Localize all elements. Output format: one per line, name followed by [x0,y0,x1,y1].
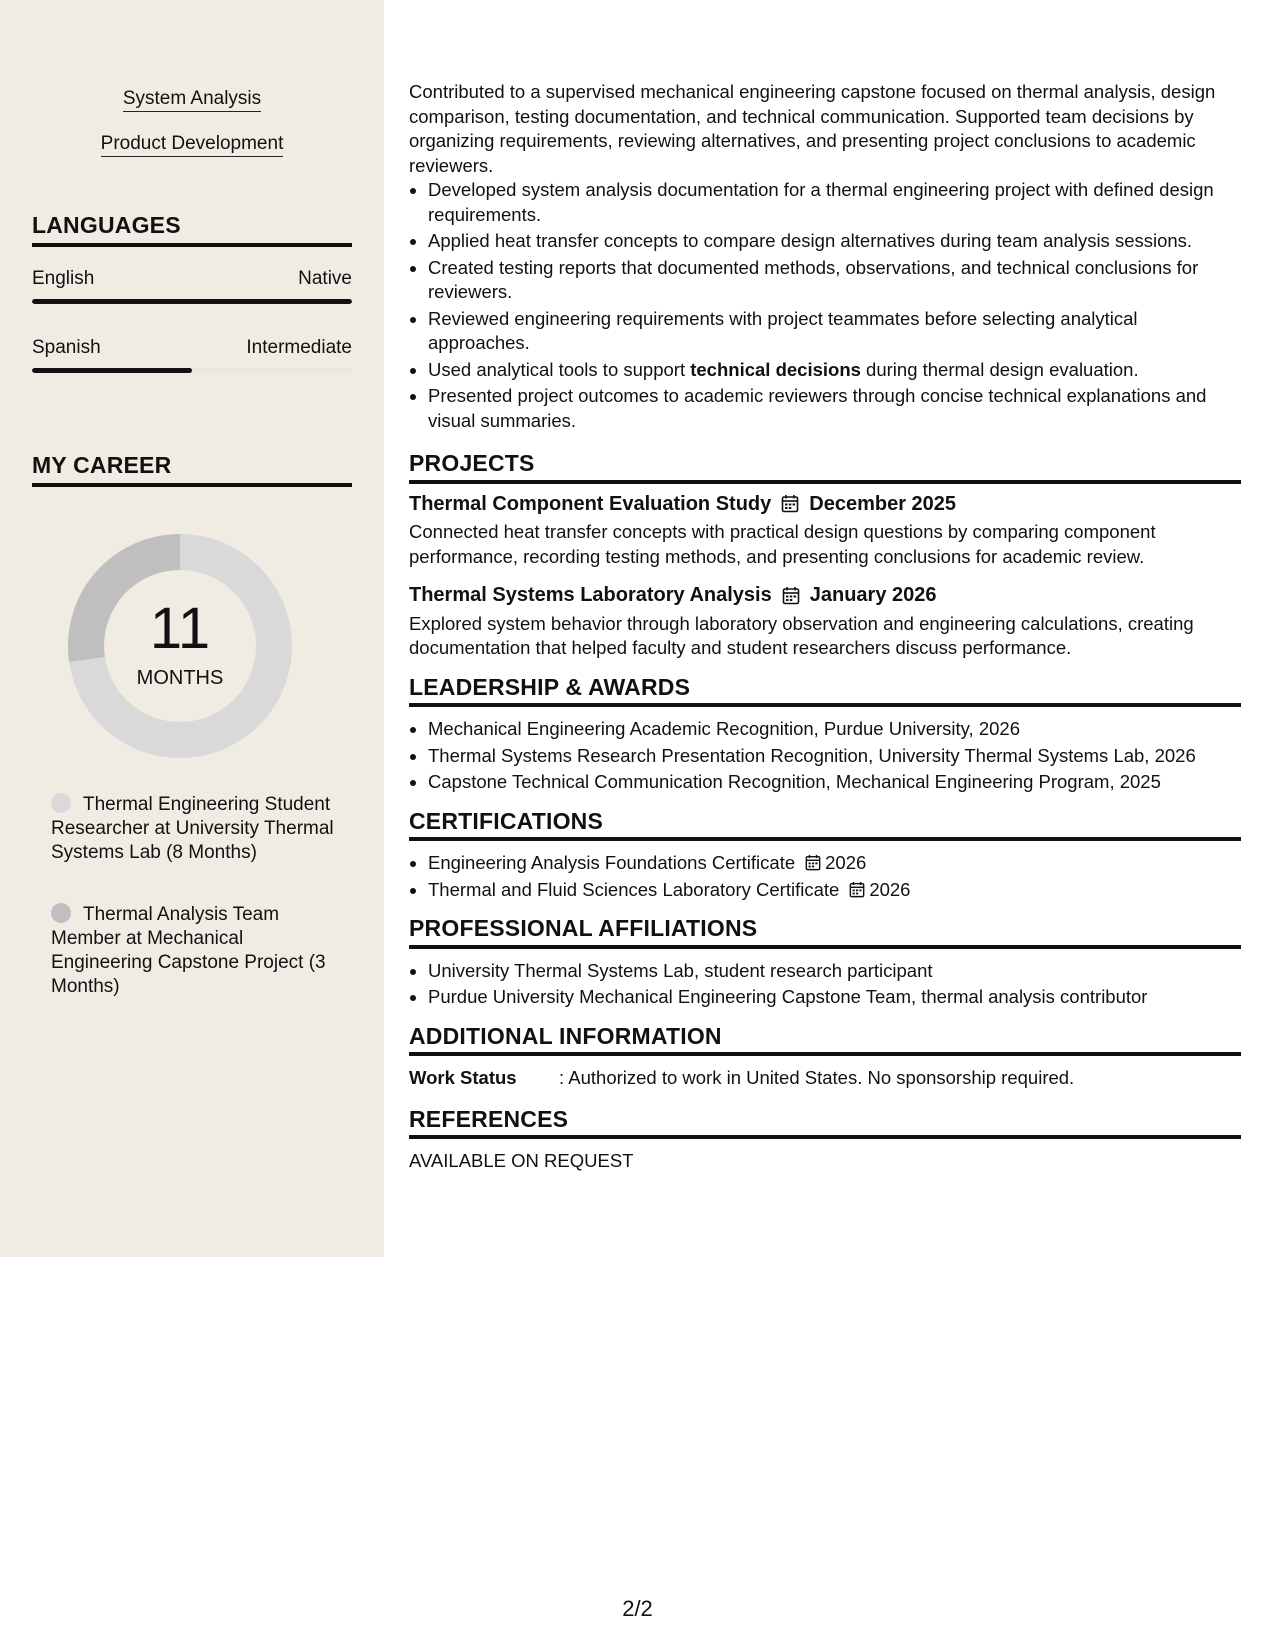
language-bar-fill [32,368,192,373]
affiliations-list [409,959,1241,1010]
award-item: • Thermal Systems Research Presentation Recognition, University Thermal Systems Lab, 2026 [428,744,1241,769]
certification-name: Thermal and Fluid Sciences Laboratory Certificate [428,878,840,900]
skill-label: System Analysis [123,88,261,112]
bullet-text: during thermal design evaluation. [860,358,1139,380]
language-level: Intermediate [246,337,352,358]
awards-list [409,717,1241,795]
certification-name: Engineering Analysis Foundations Certificate [428,852,796,873]
career-legend-text: Thermal Analysis Team Member at Mechanical Engineering Capstone Project (3 Months) [51,904,326,997]
calendar-icon [805,854,821,871]
work-status-value: : Authorized to work in United States. No sponsorship required. [559,1067,1075,1088]
bullet-bold-text: technical decisions [690,358,861,380]
experience-bullet: • Reviewed engineering requirements with project teammates before selecting analytical approaches. [428,307,1241,356]
language-name: Spanish [32,337,101,358]
experience-bullet: • Developed system analysis documentation for a thermal engineering project with defined design requirements. [428,178,1241,227]
skill-item [0,88,384,110]
project-title-row [409,583,1241,608]
languages-heading: LANGUAGES [32,212,352,247]
references-text: AVAILABLE ON REQUEST [409,1150,634,1171]
project-title: Thermal Component Evaluation Study [409,492,772,515]
affiliation-item: • University Thermal Systems Lab, student research participant [428,959,1241,984]
language-row [32,337,352,359]
certification-year: 2026 [869,878,911,900]
career-total-unit: MONTHS [136,667,224,689]
experience-bullet: • Applied heat transfer concepts to compare design alternatives during team analysis sessions. [428,229,1241,254]
project-item [409,583,1241,661]
career-heading: MY CAREER [32,452,352,487]
additional-info-heading: ADDITIONAL INFORMATION [409,1024,1241,1057]
work-status-label: Work Status [409,1067,517,1088]
affiliation-item: • Purdue University Mechanical Engineering Capstone Team, thermal analysis contributor [428,985,1241,1010]
career-legend-text: Thermal Engineering Student Researcher at University Thermal Systems Lab (8 Months) [51,794,334,863]
career-legend-item [51,903,341,999]
project-date: January 2026 [809,584,937,606]
certifications-heading: CERTIFICATIONS [409,809,1241,842]
certification-item [428,878,1241,903]
career-total-value: 11 [149,596,211,661]
experience-bullet [428,358,1241,383]
page-number: 2/2 [622,1596,653,1621]
language-bar [32,368,352,373]
main-content [409,80,1241,1174]
awards-heading: LEADERSHIP & AWARDS [409,675,1241,708]
skill-label: Product Development [101,133,284,157]
calendar-icon [849,881,865,898]
project-description: Explored system behavior through laboratory observation and engineering calculations, creating documentation that helped faculty and student researchers discuss performance. [409,612,1194,658]
language-row [32,268,352,290]
experience-bullets [409,178,1241,433]
certifications-list [409,851,1241,902]
project-title: Thermal Systems Laboratory Analysis [409,584,772,606]
calendar-icon [782,586,800,605]
language-bar-fill [32,299,352,304]
project-description: Connected heat transfer concepts with practical design questions by comparing component performance, recording testing methods, and presenting conclusions for academic review. [409,521,1156,567]
work-status-row [409,1066,1241,1091]
experience-bullet: • Presented project outcomes to academic reviewers through concise technical explanations and visual summaries. [428,384,1241,433]
calendar-icon [781,494,799,513]
certification-item [428,851,1241,876]
project-title-row [409,492,1241,517]
skill-item [0,133,384,155]
project-date: December 2025 [809,492,957,515]
sidebar [0,0,384,1257]
projects-heading: PROJECTS [409,451,1241,484]
experience-bullet: • Created testing reports that documented methods, observations, and technical conclusions for reviewers. [428,256,1241,305]
language-name: English [32,268,95,289]
project-item [409,492,1241,570]
affiliations-heading: PROFESSIONAL AFFILIATIONS [409,916,1241,949]
experience-summary: Contributed to a supervised mechanical engineering capstone focused on thermal analysis, design comparison, testing documentation, and technical communication. Supported team decisions by organizing requirements, reviewing alternatives, and presenting project conclusions to academic reviewers. [409,81,1216,176]
award-item: • Mechanical Engineering Academic Recognition, Purdue University, 2026 [428,717,1241,742]
certification-year: 2026 [825,852,867,873]
references-heading: REFERENCES [409,1107,1241,1140]
award-item: • Capstone Technical Communication Recognition, Mechanical Engineering Program, 2025 [428,770,1241,795]
career-legend-item [51,793,341,865]
bullet-text: Used analytical tools to support [428,358,691,380]
career-legend-dot [51,903,71,923]
career-legend-dot [51,793,71,813]
language-bar [32,299,352,304]
language-level: Native [298,268,352,289]
